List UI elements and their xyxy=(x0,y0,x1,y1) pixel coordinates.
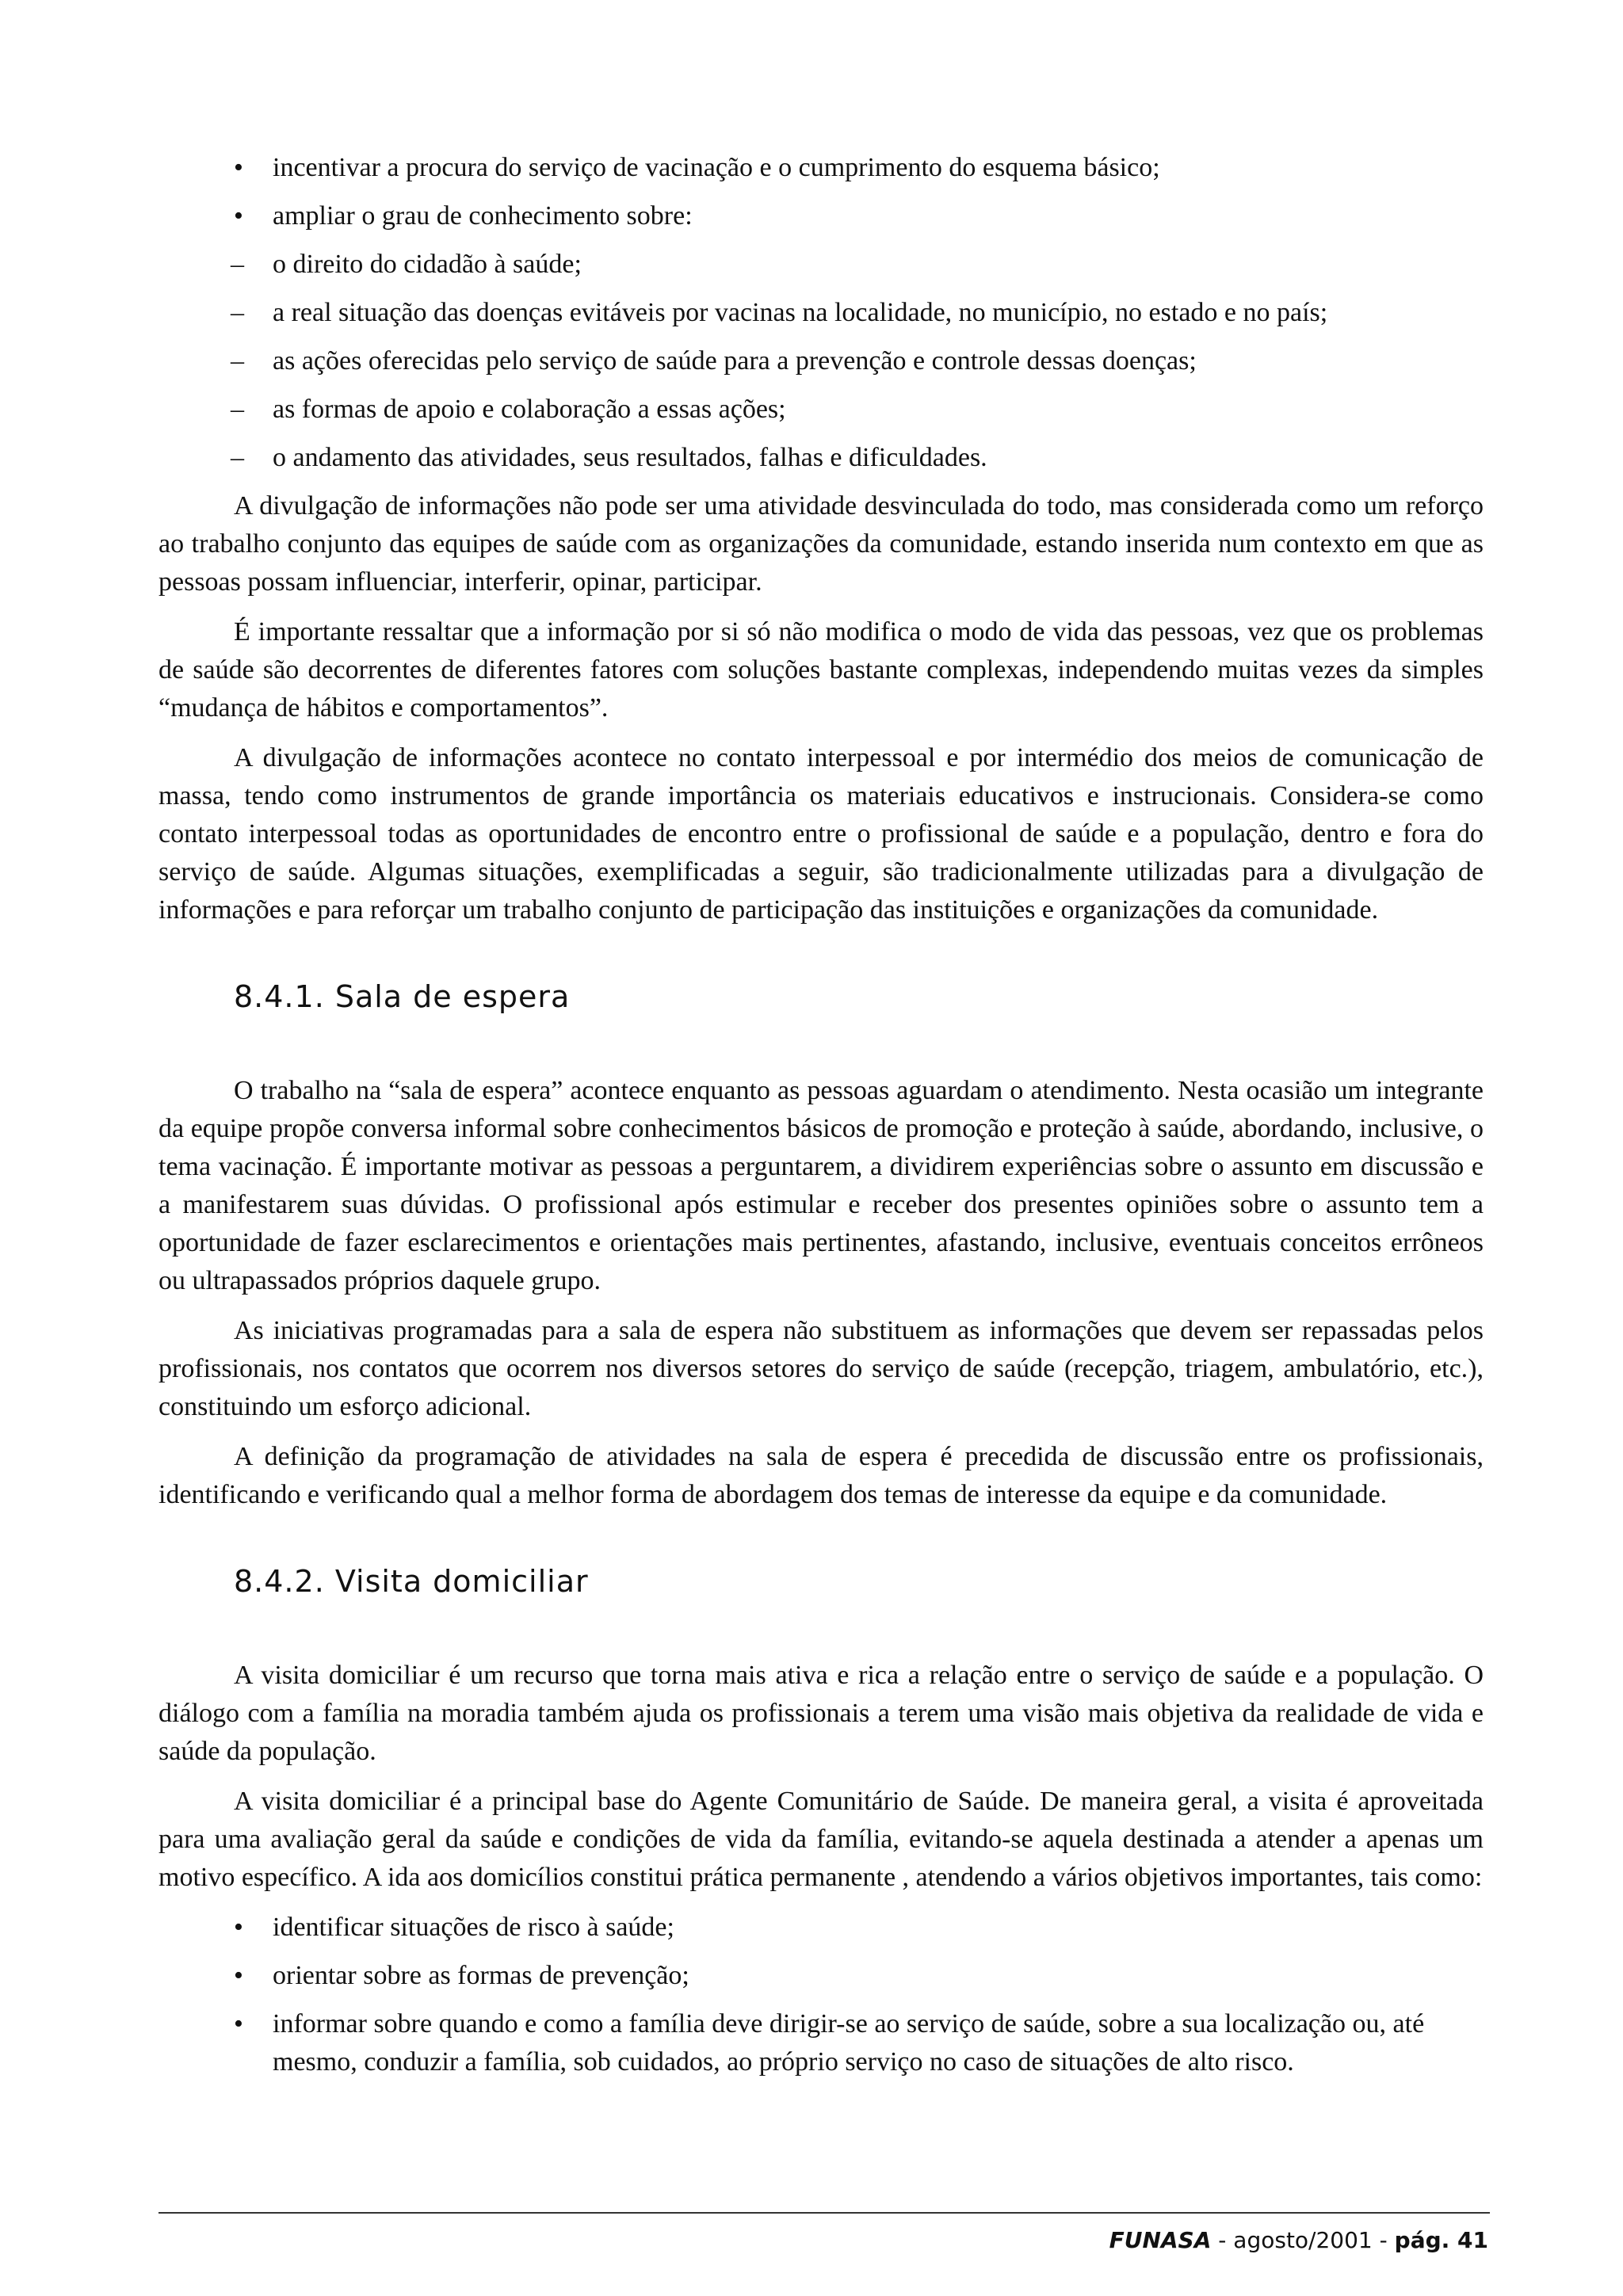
paragraph: A visita domiciliar é a principal base do Agente Comunitário de Saúde. De maneira geral, a visita é aproveitada para uma avaliação geral da saúde e condições de vida da família, evitando-se aquela destinada a atender a apenas um motivo específico. A ida aos domicílios constitui prática permanente , atendendo a vários objetivos importantes, tais como: xyxy=(158,1787,1484,1892)
list-item-text: ampliar o grau de conhecimento sobre: xyxy=(273,201,693,231)
sublist-item xyxy=(231,342,1484,380)
knowledge-sublist xyxy=(231,246,1484,477)
visit-objectives-list xyxy=(158,1909,1484,2081)
page-content xyxy=(158,149,1484,2092)
list-item xyxy=(158,2005,1484,2081)
list-item-text: identificar situações de risco à saúde; xyxy=(273,1913,674,1942)
list-item-text: informar sobre quando e como a família deve dirigir-se ao serviço de saúde, sobre a sua localização ou, até mesmo, conduzir a família, sob cuidados, ao próprio serviço no caso de situações de alto risco. xyxy=(273,2009,1425,2077)
dash-marker: – xyxy=(231,250,244,279)
footer-divider xyxy=(158,2212,1490,2214)
list-item xyxy=(158,197,1484,477)
footer-page-number: pág. 41 xyxy=(1394,2227,1488,2253)
dash-marker: – xyxy=(231,346,244,376)
dash-marker: – xyxy=(231,395,244,424)
list-item xyxy=(158,1909,1484,1947)
bullet-marker: • xyxy=(234,2009,243,2039)
footer-date: - agosto/2001 - xyxy=(1211,2227,1395,2253)
paragraph: A divulgação de informações acontece no contato interpessoal e por intermédio dos meios de comunicação de massa, tendo como instrumentos de grande importância os materiais educativos e instrucionais. Considera-se como contato interpessoal todas as oportunidades de encontro entre o profissional de saúde e a população, dentro e fora do serviço de saúde. Algumas situações, exemplificadas a seguir, são tradicionalmente utilizadas para a divulgação de informações e para reforçar um trabalho conjunto de participação das instituições e organizações da comunidade. xyxy=(158,743,1484,925)
paragraph: As iniciativas programadas para a sala de espera não substituem as informações que devem ser repassadas pelos profissionais, nos contatos que ocorrem nos diversos setores do serviço de saúde (recepção, triagem, ambulatório, etc.), constituindo um esforço adicional. xyxy=(158,1316,1484,1421)
bullet-marker: • xyxy=(234,153,243,182)
bullet-marker: • xyxy=(234,201,243,231)
footer-brand: FUNASA xyxy=(1109,2227,1212,2253)
sublist-item xyxy=(231,439,1484,477)
paragraph: A divulgação de informações não pode ser uma atividade desvinculada do todo, mas considerada como um reforço ao trabalho conjunto das equipes de saúde com as organizações da comunidade, estando inserida num contexto em que as pessoas possam influenciar, interferir, opinar, participar. xyxy=(158,491,1484,597)
list-item xyxy=(158,1957,1484,1995)
bullet-marker: • xyxy=(234,1961,243,1990)
section-heading-sala-de-espera: 8.4.1. Sala de espera xyxy=(234,979,571,1014)
sublist-item xyxy=(231,246,1484,284)
bullet-marker: • xyxy=(234,1913,243,1942)
sublist-item xyxy=(231,294,1484,332)
page-footer xyxy=(1109,2225,1488,2256)
paragraph: O trabalho na “sala de espera” acontece enquanto as pessoas aguardam o atendimento. Nesta ocasião um integrante da equipe propõe conversa informal sobre conhecimentos básicos de promoção e proteção à saúde, abordando, inclusive, o tema vacinação. É importante motivar as pessoas a perguntarem, a dividirem experiências sobre o assunto em discussão e a manifestarem suas dúvidas. O profissional após estimular e receber dos presentes opiniões sobre o assunto tem a oportunidade de fazer esclarecimentos e orientações mais pertinentes, afastando, inclusive, eventuais conceitos errôneos ou ultrapassados próprios daquele grupo. xyxy=(158,1076,1484,1295)
sublist-item-text: as ações oferecidas pelo serviço de saúde para a prevenção e controle dessas doenças; xyxy=(273,346,1197,376)
objectives-list xyxy=(158,149,1484,477)
list-item-text: incentivar a procura do serviço de vacinação e o cumprimento do esquema básico; xyxy=(273,153,1160,182)
paragraph: A definição da programação de atividades na sala de espera é precedida de discussão entre os profissionais, identificando e verificando qual a melhor forma de abordagem dos temas de interesse da equipe e da comunidade. xyxy=(158,1442,1484,1509)
section-heading-visita-domiciliar: 8.4.2. Visita domiciliar xyxy=(234,1564,589,1599)
dash-marker: – xyxy=(231,443,244,472)
sublist-item-text: a real situação das doenças evitáveis por vacinas na localidade, no município, no estado e no país; xyxy=(273,298,1328,327)
sublist-item-text: o andamento das atividades, seus resultados, falhas e dificuldades. xyxy=(273,443,987,472)
list-item xyxy=(158,149,1484,187)
sublist-item xyxy=(231,391,1484,429)
sublist-item-text: o direito do cidadão à saúde; xyxy=(273,250,582,279)
sublist-item-text: as formas de apoio e colaboração a essas ações; xyxy=(273,395,786,424)
list-item-text: orientar sobre as formas de prevenção; xyxy=(273,1961,689,1990)
dash-marker: – xyxy=(231,298,244,327)
paragraph: A visita domiciliar é um recurso que torna mais ativa e rica a relação entre o serviço de saúde e a população. O diálogo com a família na moradia também ajuda os profissionais a terem uma visão mais objetiva da realidade de vida e saúde da população. xyxy=(158,1661,1484,1766)
paragraph: É importante ressaltar que a informação por si só não modifica o modo de vida das pessoas, vez que os problemas de saúde são decorrentes de diferentes fatores com soluções bastante complexas, independendo muitas vezes da simples “mudança de hábitos e comportamentos”. xyxy=(158,617,1484,723)
